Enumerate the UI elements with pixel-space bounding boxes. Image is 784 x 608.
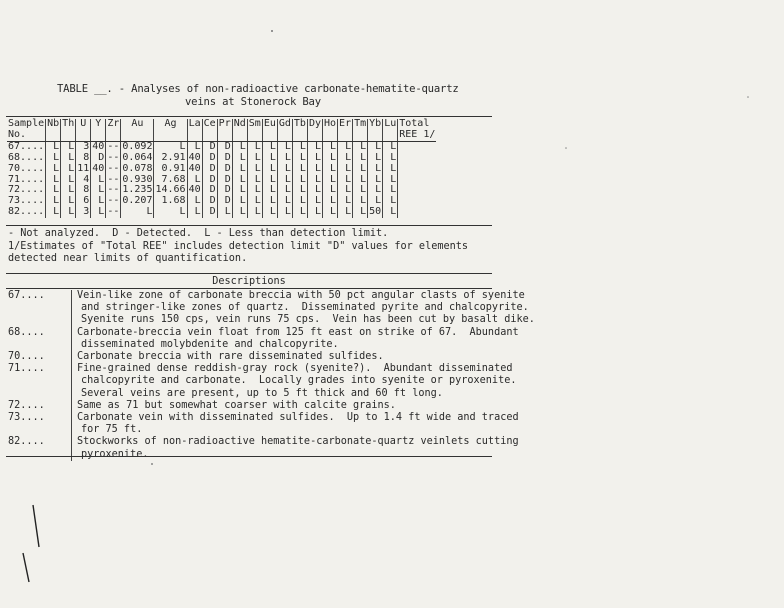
value-cell: D <box>217 164 232 175</box>
value-cell: L <box>353 164 368 175</box>
column-header: Eu <box>263 118 276 129</box>
note-line: - Not analyzed. D - Detected. L - Less than detection limit. <box>8 228 389 239</box>
description-line: Same as 71 but somewhat coarser with calcite grains. <box>77 399 396 411</box>
value-cell: L <box>338 175 353 186</box>
note-line: detected near limits of quantification. <box>8 253 248 265</box>
value-cell: D <box>202 175 217 186</box>
column-header: REE 1/ <box>399 128 436 140</box>
value-cell: L <box>292 207 307 218</box>
value-cell: L <box>91 207 106 218</box>
value-cell: 14.66 <box>155 184 186 196</box>
value-cell: L <box>232 141 247 152</box>
value-cell: L <box>232 175 247 186</box>
description-line: and stringer-like zones of quartz. Disseminated pyrite and chalcopyrite. <box>81 302 529 314</box>
value-cell: L <box>232 164 247 175</box>
value-cell: -- <box>107 195 120 207</box>
value-cell: D <box>202 141 217 152</box>
value-cell: L <box>262 153 277 164</box>
value-cell: L <box>91 196 106 207</box>
value-cell: L <box>46 141 61 152</box>
value-cell: L <box>247 207 262 218</box>
value-cell: 0.092 <box>122 140 153 152</box>
column-header: Ag <box>154 119 187 130</box>
scan-speck <box>271 30 273 32</box>
value-cell: 0.078 <box>122 162 153 174</box>
value-cell: 1.235 <box>122 184 153 196</box>
value-cell: L <box>121 207 154 218</box>
sample-number-cell: 68.... <box>8 151 45 163</box>
column-header: Nd <box>233 118 246 129</box>
value-cell: L <box>61 207 76 218</box>
description-line: Syenite runs 150 cps, vein runs 75 cps. Vein has been cut by basalt dike. <box>81 314 535 326</box>
column-header: La <box>188 118 201 129</box>
column-header: Ce <box>203 118 216 129</box>
value-cell: L <box>307 196 322 207</box>
value-cell: L <box>232 185 247 196</box>
value-cell: -- <box>107 140 120 152</box>
value-cell: L <box>338 207 353 218</box>
value-cell: D <box>217 185 232 196</box>
column-header: Dy <box>308 118 321 129</box>
value-cell: 4 <box>76 175 91 186</box>
value-cell: L <box>277 185 292 196</box>
description-sample-id: 72.... <box>8 399 45 411</box>
value-cell: L <box>323 196 338 207</box>
column-header: Y <box>91 119 106 130</box>
value-cell: L <box>292 175 307 186</box>
value-cell: 0.91 <box>154 164 187 175</box>
value-cell: L <box>154 141 187 152</box>
value-cell: -- <box>107 184 120 196</box>
description-sample-id: 71.... <box>8 363 45 375</box>
value-cell: L <box>61 185 76 196</box>
value-cell: L <box>187 175 202 186</box>
value-cell: L <box>338 196 353 207</box>
value-cell: L <box>292 196 307 207</box>
value-cell: L <box>247 153 262 164</box>
value-cell: L <box>353 196 368 207</box>
value-cell: L <box>307 141 322 152</box>
value-cell: L <box>262 207 277 218</box>
description-line: Carbonate-breccia vein float from 125 ft east on strike of 67. Abundant <box>77 326 519 338</box>
column-header: Sample <box>8 118 45 129</box>
column-header: Pr <box>218 118 231 129</box>
value-cell: L <box>232 153 247 164</box>
value-cell: -- <box>107 151 120 163</box>
value-cell: L <box>383 196 398 207</box>
value-cell: L <box>247 175 262 186</box>
value-cell: L <box>307 207 322 218</box>
value-cell: L <box>247 164 262 175</box>
value-cell: D <box>202 164 217 175</box>
value-cell: 0.207 <box>122 195 153 207</box>
value-cell: -- <box>107 162 120 174</box>
value-cell: L <box>368 196 383 207</box>
value-cell: L <box>154 207 187 218</box>
value-cell: L <box>46 185 61 196</box>
value-cell: L <box>232 196 247 207</box>
column-header: Gd <box>278 118 291 129</box>
sample-number-cell: 82.... <box>8 206 45 218</box>
description-line: for 75 ft. <box>81 424 143 436</box>
value-cell: L <box>353 185 368 196</box>
value-cell: L <box>323 164 338 175</box>
value-cell: L <box>247 196 262 207</box>
value-cell: L <box>368 141 383 152</box>
column-header: Yb <box>369 118 382 129</box>
value-cell: -- <box>107 173 120 185</box>
sample-number-cell: 72.... <box>8 184 45 196</box>
value-cell: 40 <box>92 140 105 152</box>
value-cell: 3 <box>76 141 91 152</box>
value-cell: L <box>307 164 322 175</box>
value-cell: D <box>217 153 232 164</box>
value-cell: L <box>61 153 76 164</box>
value-cell: 40 <box>188 162 201 174</box>
scan-speck <box>565 147 567 149</box>
value-cell: L <box>383 207 398 218</box>
sample-number-cell: 71.... <box>8 173 45 185</box>
value-cell: 50 <box>369 206 382 218</box>
column-header: Th <box>62 118 75 129</box>
description-line: Vein-like zone of carbonate breccia with 50 pct angular clasts of syenite <box>77 290 525 301</box>
description-line: Several veins are present, up to 5 ft thick and 60 ft long. <box>81 387 443 399</box>
value-cell: L <box>46 164 61 175</box>
sample-number-cell: 70.... <box>8 162 45 174</box>
scan-speck <box>747 96 749 98</box>
value-cell: L <box>277 175 292 186</box>
value-cell: L <box>262 164 277 175</box>
value-cell: 7.68 <box>154 175 187 186</box>
value-cell: L <box>277 153 292 164</box>
value-cell: 6 <box>76 196 91 207</box>
value-cell: L <box>353 141 368 152</box>
value-cell: L <box>46 153 61 164</box>
value-cell: L <box>262 196 277 207</box>
value-cell: 40 <box>188 151 201 163</box>
value-cell: L <box>368 153 383 164</box>
value-cell: L <box>262 185 277 196</box>
value-cell: L <box>232 207 247 218</box>
column-header: Total <box>399 118 430 129</box>
column-header: Er <box>339 118 352 129</box>
value-cell: 0.064 <box>122 151 153 163</box>
description-line: Fine-grained dense reddish-gray rock (syenite?). Abundant disseminated <box>77 363 513 375</box>
column-header: Lu <box>384 118 397 129</box>
value-cell: L <box>383 141 398 152</box>
value-cell: L <box>383 164 398 175</box>
pen-mark <box>33 505 39 547</box>
descriptions-title: Descriptions <box>212 276 286 287</box>
value-cell: L <box>323 185 338 196</box>
value-cell: D <box>217 141 232 152</box>
value-cell: 8 <box>76 185 91 196</box>
description-line: Carbonate breccia with rare disseminated sulfides. <box>77 351 384 363</box>
value-cell: L <box>262 175 277 186</box>
value-cell: L <box>353 153 368 164</box>
column-header: No. <box>7 130 46 141</box>
value-cell: L <box>307 175 322 186</box>
value-cell: L <box>383 185 398 196</box>
value-cell: L <box>338 153 353 164</box>
column-header: U <box>76 119 91 130</box>
value-cell: 1.68 <box>154 196 187 207</box>
value-cell: D <box>217 175 232 186</box>
value-cell: L <box>307 185 322 196</box>
value-cell: L <box>187 141 202 152</box>
value-cell: 40 <box>92 162 105 174</box>
value-cell: D <box>91 153 106 164</box>
description-line: Stockworks of non-radioactive hematite-carbonate-quartz veinlets cutting <box>77 436 519 448</box>
value-cell: L <box>262 141 277 152</box>
value-cell: L <box>46 196 61 207</box>
value-cell: 40 <box>188 184 201 196</box>
value-cell: -- <box>107 206 120 218</box>
value-cell: D <box>202 153 217 164</box>
value-cell: L <box>307 153 322 164</box>
description-sample-id: 82.... <box>8 436 45 448</box>
description-sample-id: 68.... <box>8 326 45 338</box>
value-cell: L <box>368 185 383 196</box>
value-cell: D <box>202 185 217 196</box>
pen-mark <box>23 553 29 582</box>
value-cell: L <box>338 141 353 152</box>
description-sample-id: 73.... <box>8 412 45 424</box>
value-cell: L <box>61 196 76 207</box>
column-header: Sm <box>248 118 261 129</box>
value-cell: D <box>202 207 217 218</box>
value-cell: L <box>383 175 398 186</box>
value-cell: L <box>91 175 106 186</box>
value-cell: L <box>277 207 292 218</box>
value-cell: L <box>323 175 338 186</box>
column-header: Tb <box>293 118 306 129</box>
value-cell: L <box>353 207 368 218</box>
scan-speck <box>151 463 153 465</box>
value-cell: L <box>353 175 368 186</box>
value-cell: L <box>46 207 61 218</box>
sample-number-cell: 67.... <box>8 140 45 152</box>
description-sample-id: 70.... <box>8 351 45 363</box>
value-cell: L <box>277 164 292 175</box>
value-cell: 11 <box>77 162 90 174</box>
note-line: 1/Estimates of "Total REE" includes detection limit "D" values for elements <box>8 240 469 252</box>
value-cell: L <box>91 185 106 196</box>
description-line: pyroxenite. <box>81 448 149 460</box>
value-cell: D <box>202 196 217 207</box>
description-line: disseminated molybdenite and chalcopyrite. <box>81 338 339 350</box>
value-cell: L <box>323 141 338 152</box>
caption-line-2: veins at Stonerock Bay <box>185 96 321 108</box>
description-line: chalcopyrite and carbonate. Locally grades into syenite or pyroxenite. <box>81 375 517 387</box>
value-cell: L <box>247 141 262 152</box>
value-cell: L <box>292 141 307 152</box>
value-cell: L <box>338 185 353 196</box>
column-header: Nb <box>47 118 60 129</box>
value-cell: L <box>338 164 353 175</box>
value-cell: 3 <box>76 207 91 218</box>
value-cell: L <box>217 207 232 218</box>
value-cell: L <box>247 185 262 196</box>
value-cell: L <box>277 141 292 152</box>
value-cell: L <box>61 164 76 175</box>
value-cell: L <box>61 141 76 152</box>
value-cell: L <box>292 153 307 164</box>
value-cell: L <box>323 207 338 218</box>
column-header: Tm <box>354 118 367 129</box>
value-cell: L <box>61 175 76 186</box>
value-cell: 2.91 <box>154 153 187 164</box>
value-cell: 0.930 <box>122 173 153 185</box>
value-cell: L <box>46 175 61 186</box>
value-cell: L <box>368 164 383 175</box>
caption-line-1: TABLE __. - Analyses of non-radioactive carbonate-hematite-quartz <box>57 83 459 95</box>
value-cell: L <box>292 185 307 196</box>
description-sample-id: 67.... <box>8 290 45 301</box>
value-cell: L <box>277 196 292 207</box>
value-cell: L <box>292 164 307 175</box>
column-header: Zr <box>107 118 120 129</box>
value-cell: L <box>323 153 338 164</box>
column-header: Ho <box>324 118 337 129</box>
value-cell: L <box>368 175 383 186</box>
value-cell: L <box>187 196 202 207</box>
column-header: Au <box>121 119 154 130</box>
value-cell: D <box>217 196 232 207</box>
value-cell: 8 <box>76 153 91 164</box>
value-cell: L <box>383 153 398 164</box>
sample-number-cell: 73.... <box>8 195 45 207</box>
value-cell: L <box>187 207 202 218</box>
description-line: Carbonate vein with disseminated sulfides. Up to 1.4 ft wide and traced <box>77 412 519 424</box>
